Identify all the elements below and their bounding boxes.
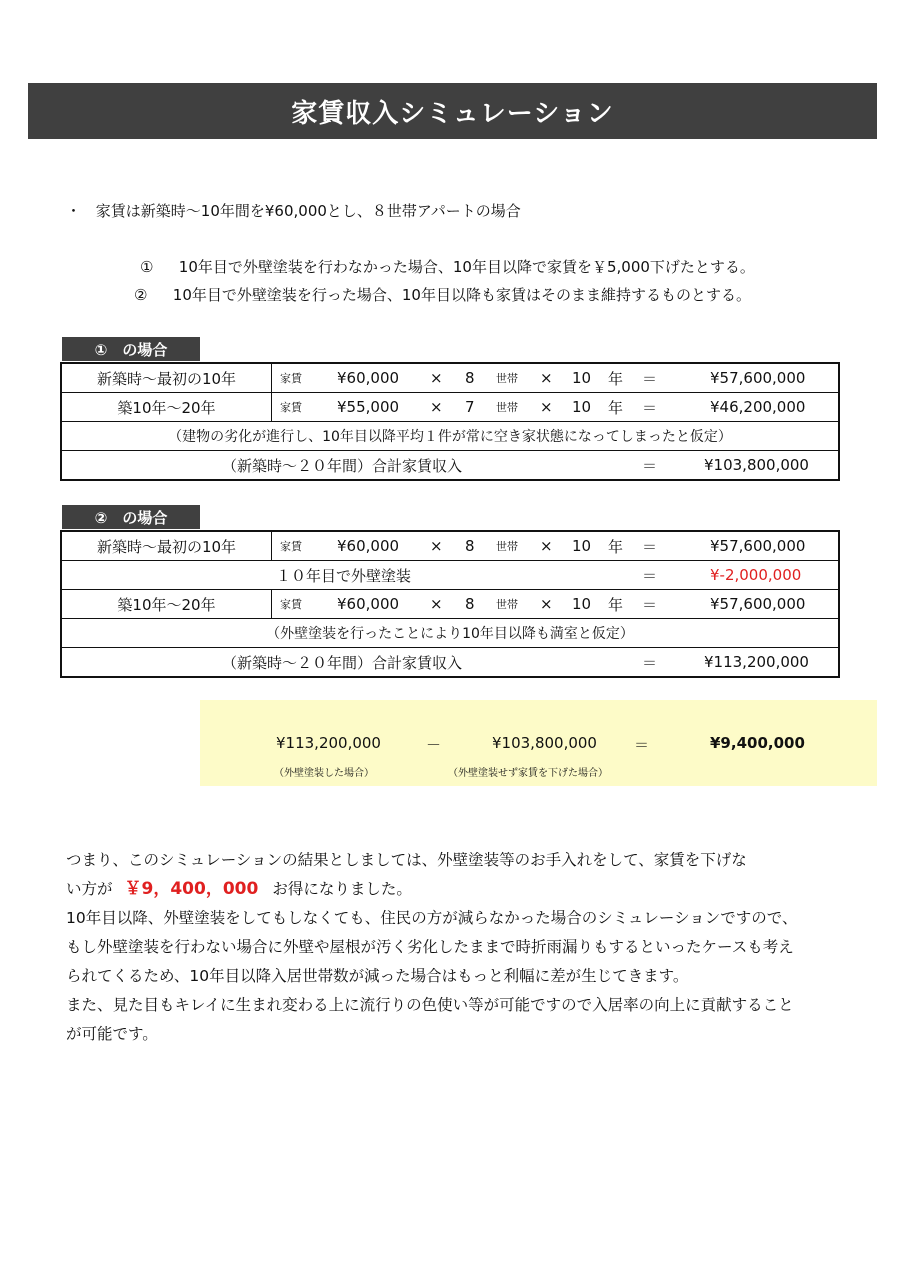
comparison-box [200, 700, 877, 786]
equals-sign: ＝ [642, 595, 658, 614]
total-label: （新築時～２０年間）合計家賃収入 [222, 456, 463, 475]
comparison-diff: ¥9,400,000 [710, 734, 805, 752]
savings-amount: ￥9，400，000 [124, 879, 259, 899]
assumption-note: （建物の劣化が進行し、10年目以降平均１件が常に空き家状態になってしまったと仮定） [168, 429, 732, 445]
equals-sign: ＝ [642, 653, 658, 672]
years-value: 10 [572, 537, 592, 555]
result-value: ¥57,600,000 [710, 595, 806, 613]
units-value: 8 [465, 595, 475, 613]
units-word: 世帯 [496, 401, 518, 414]
times-sign: × [430, 398, 443, 416]
table-row [62, 590, 838, 619]
assumption-note: （外壁塗装を行ったことにより10年目以降も満室と仮定） [266, 626, 634, 642]
conclusion-line1: つまり、このシミュレーションの結果としましては、外壁塗装等のお手入れをして、家賃を下げな [66, 851, 747, 869]
times-sign: × [540, 369, 553, 387]
years-value: 10 [572, 595, 592, 613]
equals-sign: ＝ [634, 736, 650, 754]
times-sign: × [430, 537, 443, 555]
equals-sign: ＝ [642, 456, 658, 475]
period-label: 新築時～最初の10年 [62, 532, 272, 560]
rent-value: ¥55,000 [337, 398, 400, 416]
case-number: ① [140, 258, 154, 276]
minus-sign: － [426, 736, 442, 754]
rent-value: ¥60,000 [337, 537, 400, 555]
units-word: 世帯 [496, 372, 518, 385]
rent-value: ¥60,000 [337, 369, 400, 387]
rent-value: ¥60,000 [337, 595, 400, 613]
conclusion-line2-post: お得になりました。 [272, 880, 412, 898]
page-title: 家賃収入シミュレーション [28, 83, 877, 139]
case-text: 10年目で外壁塗装を行った場合、10年目以降も家賃はそのまま維持するものとする。 [172, 286, 751, 304]
table-row [62, 532, 838, 561]
period-label: 新築時～最初の10年 [62, 364, 272, 392]
conclusion-paragraph-3: また、見た目もキレイに生まれ変わる上に流行りの色使い等が可能ですので入居率の向上に貢献することが可能です。 [66, 996, 794, 1043]
equals-sign: ＝ [642, 369, 658, 388]
comparison-b-note: （外壁塗装せず家賃を下げた場合） [448, 768, 608, 779]
rent-word: 家賃 [280, 401, 302, 414]
paint-cost-value: ¥-2,000,000 [710, 566, 802, 584]
times-sign: × [540, 595, 553, 613]
rent-word: 家賃 [280, 598, 302, 611]
conclusion-line2 [66, 875, 806, 904]
years-word: 年 [608, 595, 624, 614]
premise [66, 200, 521, 221]
conclusion-text [66, 846, 806, 1049]
table2 [60, 530, 840, 678]
years-word: 年 [608, 537, 624, 556]
case-text: 10年目で外壁塗装を行わなかった場合、10年目以降で家賃を￥5,000下げたとする。 [178, 258, 755, 276]
years-word: 年 [608, 369, 624, 388]
years-word: 年 [608, 398, 624, 417]
paint-label: １０年目で外壁塗装 [276, 566, 412, 585]
period-label: 築10年～20年 [62, 590, 272, 618]
case-number: ② [134, 286, 148, 304]
table-row [62, 619, 838, 648]
comparison-a: ¥113,200,000 [276, 734, 381, 752]
total-value: ¥113,200,000 [704, 653, 809, 671]
result-value: ¥46,200,000 [710, 398, 806, 416]
rent-word: 家賃 [280, 372, 302, 385]
premise-bullet: ・ [66, 202, 82, 220]
comparison-a-note: （外壁塗装した場合） [274, 768, 374, 779]
paint-cost-row [62, 561, 838, 590]
times-sign: × [430, 595, 443, 613]
times-sign: × [540, 537, 553, 555]
case-2-line [134, 284, 751, 305]
case-1-line [140, 256, 755, 277]
premise-text: 家賃は新築時～10年間を¥60,000とし、８世帯アパートの場合 [95, 202, 521, 220]
equals-sign: ＝ [642, 566, 658, 585]
table2-tag: ② の場合 [62, 505, 200, 529]
units-word: 世帯 [496, 598, 518, 611]
total-row [62, 648, 838, 676]
times-sign: × [540, 398, 553, 416]
result-value: ¥57,600,000 [710, 369, 806, 387]
conclusion-paragraph-2: 10年目以降、外壁塗装をしてもしなくても、住民の方が減らなかった場合のシミュレーションですので、もし外壁塗装を行わない場合に外壁や屋根が汚く劣化したままで時折雨漏りもするといったケースも考えられてくるため、10年目以降入居世帯数が減った場合はもっと利幅に差が生じてきます。 [66, 909, 798, 985]
table-row [62, 422, 838, 451]
rent-word: 家賃 [280, 540, 302, 553]
total-value: ¥103,800,000 [704, 456, 809, 474]
period-label: 築10年～20年 [62, 393, 272, 421]
equals-sign: ＝ [642, 398, 658, 417]
years-value: 10 [572, 369, 592, 387]
result-value: ¥57,600,000 [710, 537, 806, 555]
equals-sign: ＝ [642, 537, 658, 556]
conclusion-line2-pre: い方が [66, 880, 113, 898]
times-sign: × [430, 369, 443, 387]
total-label: （新築時～２０年間）合計家賃収入 [222, 653, 463, 672]
table-row [62, 393, 838, 422]
units-value: 8 [465, 369, 475, 387]
units-value: 7 [465, 398, 475, 416]
table1-tag: ① の場合 [62, 337, 200, 361]
comparison-b: ¥103,800,000 [492, 734, 597, 752]
units-value: 8 [465, 537, 475, 555]
table-row [62, 364, 838, 393]
units-word: 世帯 [496, 540, 518, 553]
total-row [62, 451, 838, 479]
table1 [60, 362, 840, 481]
years-value: 10 [572, 398, 592, 416]
